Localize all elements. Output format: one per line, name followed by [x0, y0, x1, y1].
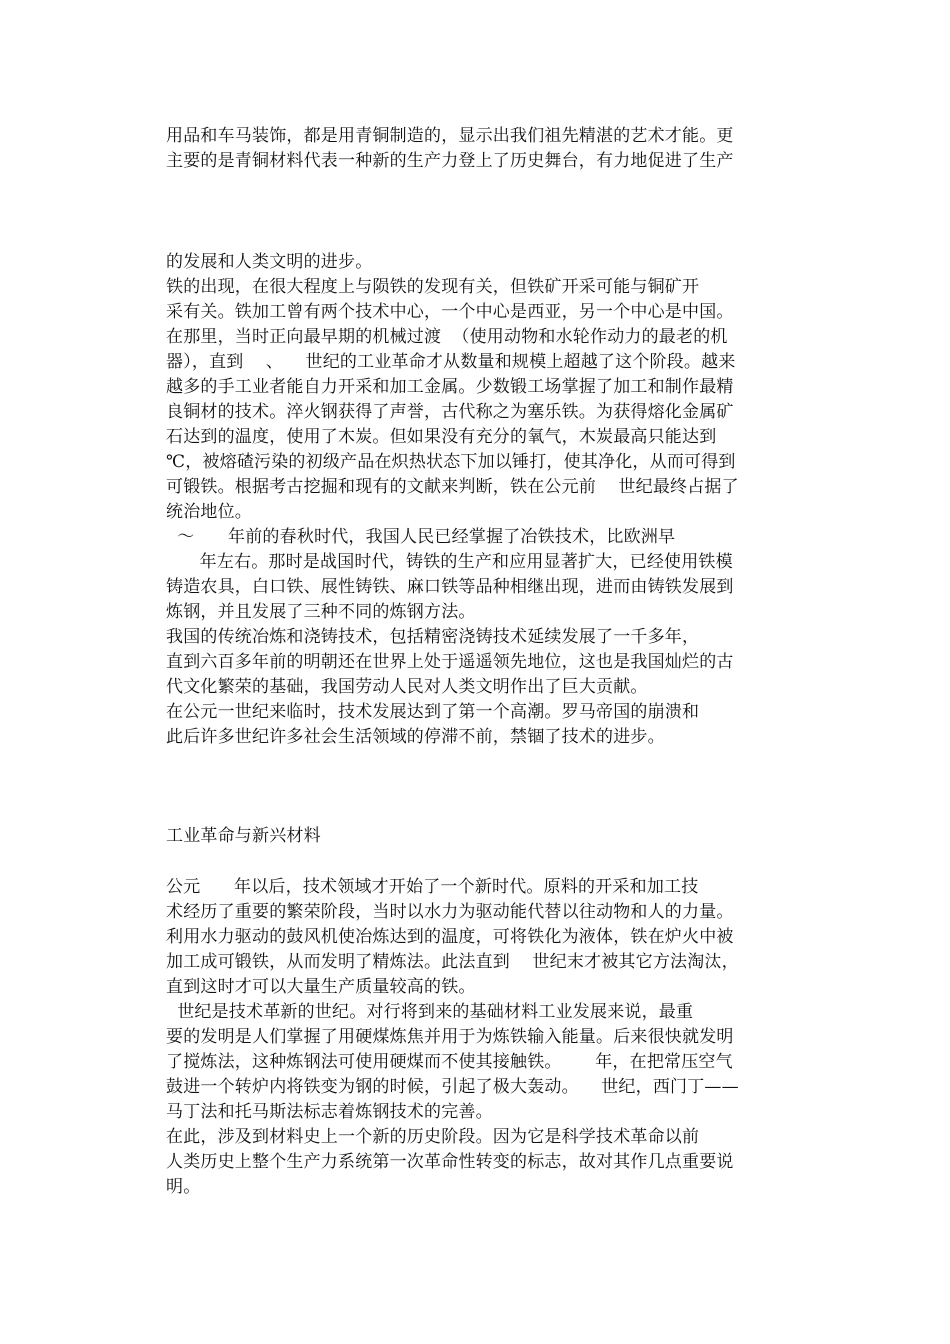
text-line: 石达到的温度，使用了木炭。但如果没有充分的氧气，木炭最高只能达到 — [166, 427, 717, 447]
text-line: 代文化繁荣的基础，我国劳动人民对人类文明作出了巨大贡献。 — [166, 677, 648, 697]
text-line: 加工成可锻铁，从而发明了精炼法。此法直到 世纪末才被其它方法淘汰， — [166, 952, 739, 972]
text-line: 此后许多世纪许多社会生活领域的停滞不前，禁锢了技术的进步。 — [166, 727, 665, 747]
text-line: 铸造农具，白口铁、展性铸铁、麻口铁等品种相继出现，进而由铸铁发展到 — [166, 577, 734, 597]
text-line: 我国的传统冶炼和浇铸技术，包括精密浇铸技术延续发展了一千多年， — [166, 627, 700, 647]
section-heading: 工业革命与新兴材料 — [166, 826, 321, 846]
text-line: 在公元一世纪来临时，技术发展达到了第一个高潮。罗马帝国的崩溃和 — [166, 702, 700, 722]
text-line: 世纪是技术革新的世纪。对行将到来的基础材料工业发展来说，最重 — [166, 1002, 694, 1022]
text-line: 越多的手工业者能自力开采和加工金属。少数锻工场掌握了加工和制作最精 — [166, 377, 734, 397]
text-line: 炼钢，并且发展了三种不同的炼钢方法。 — [166, 602, 476, 622]
text-line: 铁的出现，在很大程度上与陨铁的发现有关，但铁矿开采可能与铜矿开 — [166, 277, 700, 297]
text-line: 要的发明是人们掌握了用硬煤炼焦并用于为炼铁输入能量。后来很快就发明 — [166, 1027, 734, 1047]
text-line: 公元 年以后，技术领域才开始了一个新时代。原料的开采和加工技 — [166, 877, 699, 897]
text-line: 明。 — [166, 1177, 201, 1197]
text-line: 器），直到 、 世纪的工业革命才从数量和规模上超越了这个阶段。越来 — [166, 352, 736, 372]
text-line: 直到这时才可以大量生产质量较高的铁。 — [166, 977, 476, 997]
text-line: 统治地位。 — [166, 502, 252, 522]
text-line: 鼓进一个转炉内将铁变为钢的时候，引起了极大轰动。 世纪，西门丁—— — [166, 1077, 739, 1097]
text-line: 利用水力驱动的鼓风机使冶炼达到的温度，可将铁化为液体，铁在炉火中被 — [166, 927, 734, 947]
text-line: 人类历史上整个生产力系统第一次革命性转变的标志，故对其作几点重要说 — [166, 1152, 734, 1172]
text-line: 良铜材的技术。淬火钢获得了声誉，古代称之为塞乐铁。为获得熔化金属矿 — [166, 402, 734, 422]
text-line: 的发展和人类文明的进步。 — [166, 252, 373, 272]
text-line: 马丁法和托马斯法标志着炼钢技术的完善。 — [166, 1102, 493, 1122]
text-line: ℃，被熔碴污染的初级产品在炽热状态下加以锤打，使其净化，从而可得到 — [166, 452, 736, 472]
text-line: 年左右。那时是战国时代，铸铁的生产和应用显著扩大，已经使用铁模 — [166, 552, 733, 572]
text-line: 采有关。铁加工曾有两个技术中心，一个中心是西亚，另一个中心是中国。 — [166, 302, 734, 322]
text-line: ～ 年前的春秋时代，我国人民已经掌握了冶铁技术，比欧洲早 — [166, 527, 676, 547]
text-line: 在那里，当时正向最早期的机械过渡 （使用动物和水轮作动力的最老的机 — [166, 327, 728, 347]
text-line: 可锻铁。根据考古挖掘和现有的文献来判断，铁在公元前 世纪最终占据了 — [166, 477, 739, 497]
text-line: 在此，涉及到材料史上一个新的历史阶段。因为它是科学技术革命以前 — [166, 1127, 700, 1147]
text-line: 术经历了重要的繁荣阶段，当时以水力为驱动能代替以往动物和人的力量。 — [166, 902, 734, 922]
text-line: 了搅炼法，这种炼钢法可使用硬煤而不使其接触铁。 年，在把常压空气 — [166, 1052, 733, 1072]
text-line: 直到六百多年前的明朝还在世界上处于遥遥领先地位，这也是我国灿烂的古 — [166, 652, 734, 672]
text-line: 用品和车马装饰，都是用青铜制造的，显示出我们祖先精湛的艺术才能。更 — [166, 126, 734, 146]
text-line: 主要的是青铜材料代表一种新的生产力登上了历史舞台，有力地促进了生产 — [166, 151, 734, 171]
